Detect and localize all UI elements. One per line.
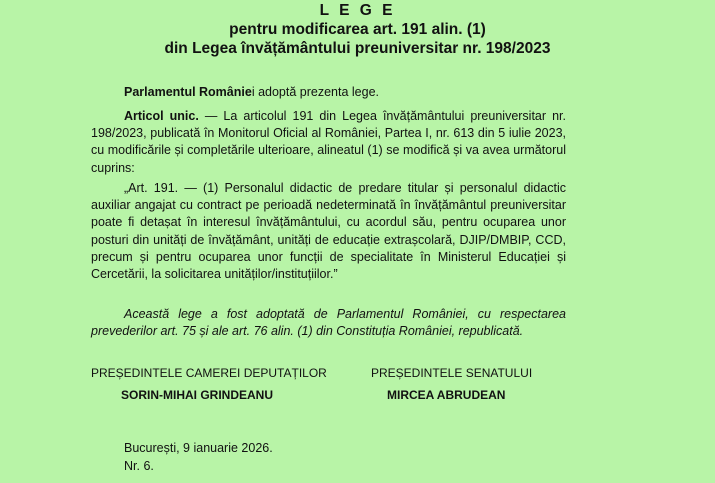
adoption-note-text: Această lege a fost adoptată de Parlamentul României, cu respectarea prevederilor art. 75 și ale art. 76 alin. (1) din Constituția României, republicată. [91,307,566,339]
place-date-block [124,440,273,475]
document-title: L E G E [319,2,396,19]
document-subtitle-line1: pentru modificarea art. 191 alin. (1) [229,21,486,38]
quoted-article [91,180,566,283]
signature-left-name: SORIN-MIHAI GRINDEANU [121,388,273,402]
place-date: București, 9 ianuarie 2026. [124,441,273,455]
signature-left-role: PREȘEDINTELE CAMEREI DEPUTAȚILOR [91,366,327,380]
law-number: Nr. 6. [124,458,154,473]
quoted-article-text: „Art. 191. — (1) Personalul didactic de predare titular și personalul didactic auxiliar angajat cu contract pe perioadă nedeterminată în învățământul preuniversitar poate fi detașat în interesul învățământului, cu acordul său, pentru ocuparea unor posturi din unități de învățământ, unități de educație extrașcolară, DJIP/DMBIP, CCD, precum și pentru ocuparea unor funcții de specialitate în Ministerul Educației și Cercetării, la solicitarea unităților/instituțiilor.” [91,181,566,282]
adoption-note [91,306,566,340]
article-label: Articol unic. [124,109,199,123]
intro-rest: i adoptă prezenta lege. [251,85,380,99]
signature-right-role: PREȘEDINTELE SENATULUI [371,366,533,380]
article-text: — La articolul 191 din Legea învățământului preuniversitar nr. 198/2023, publicată în Monitorul Oficial al României, Partea I, nr. 613 din 5 iulie 2023, cu modificările și completările ulterioare, alineatul (1) se modifică și va avea următorul cuprins: [91,109,566,175]
article-paragraph [91,108,566,177]
document-subtitle-line2: din Legea învățământului preuniversitar nr. 198/2023 [164,40,551,57]
intro-paragraph [91,84,566,101]
intro-bold: Parlamentul Românie [124,85,252,99]
signature-right-name: MIRCEA ABRUDEAN [387,388,506,402]
